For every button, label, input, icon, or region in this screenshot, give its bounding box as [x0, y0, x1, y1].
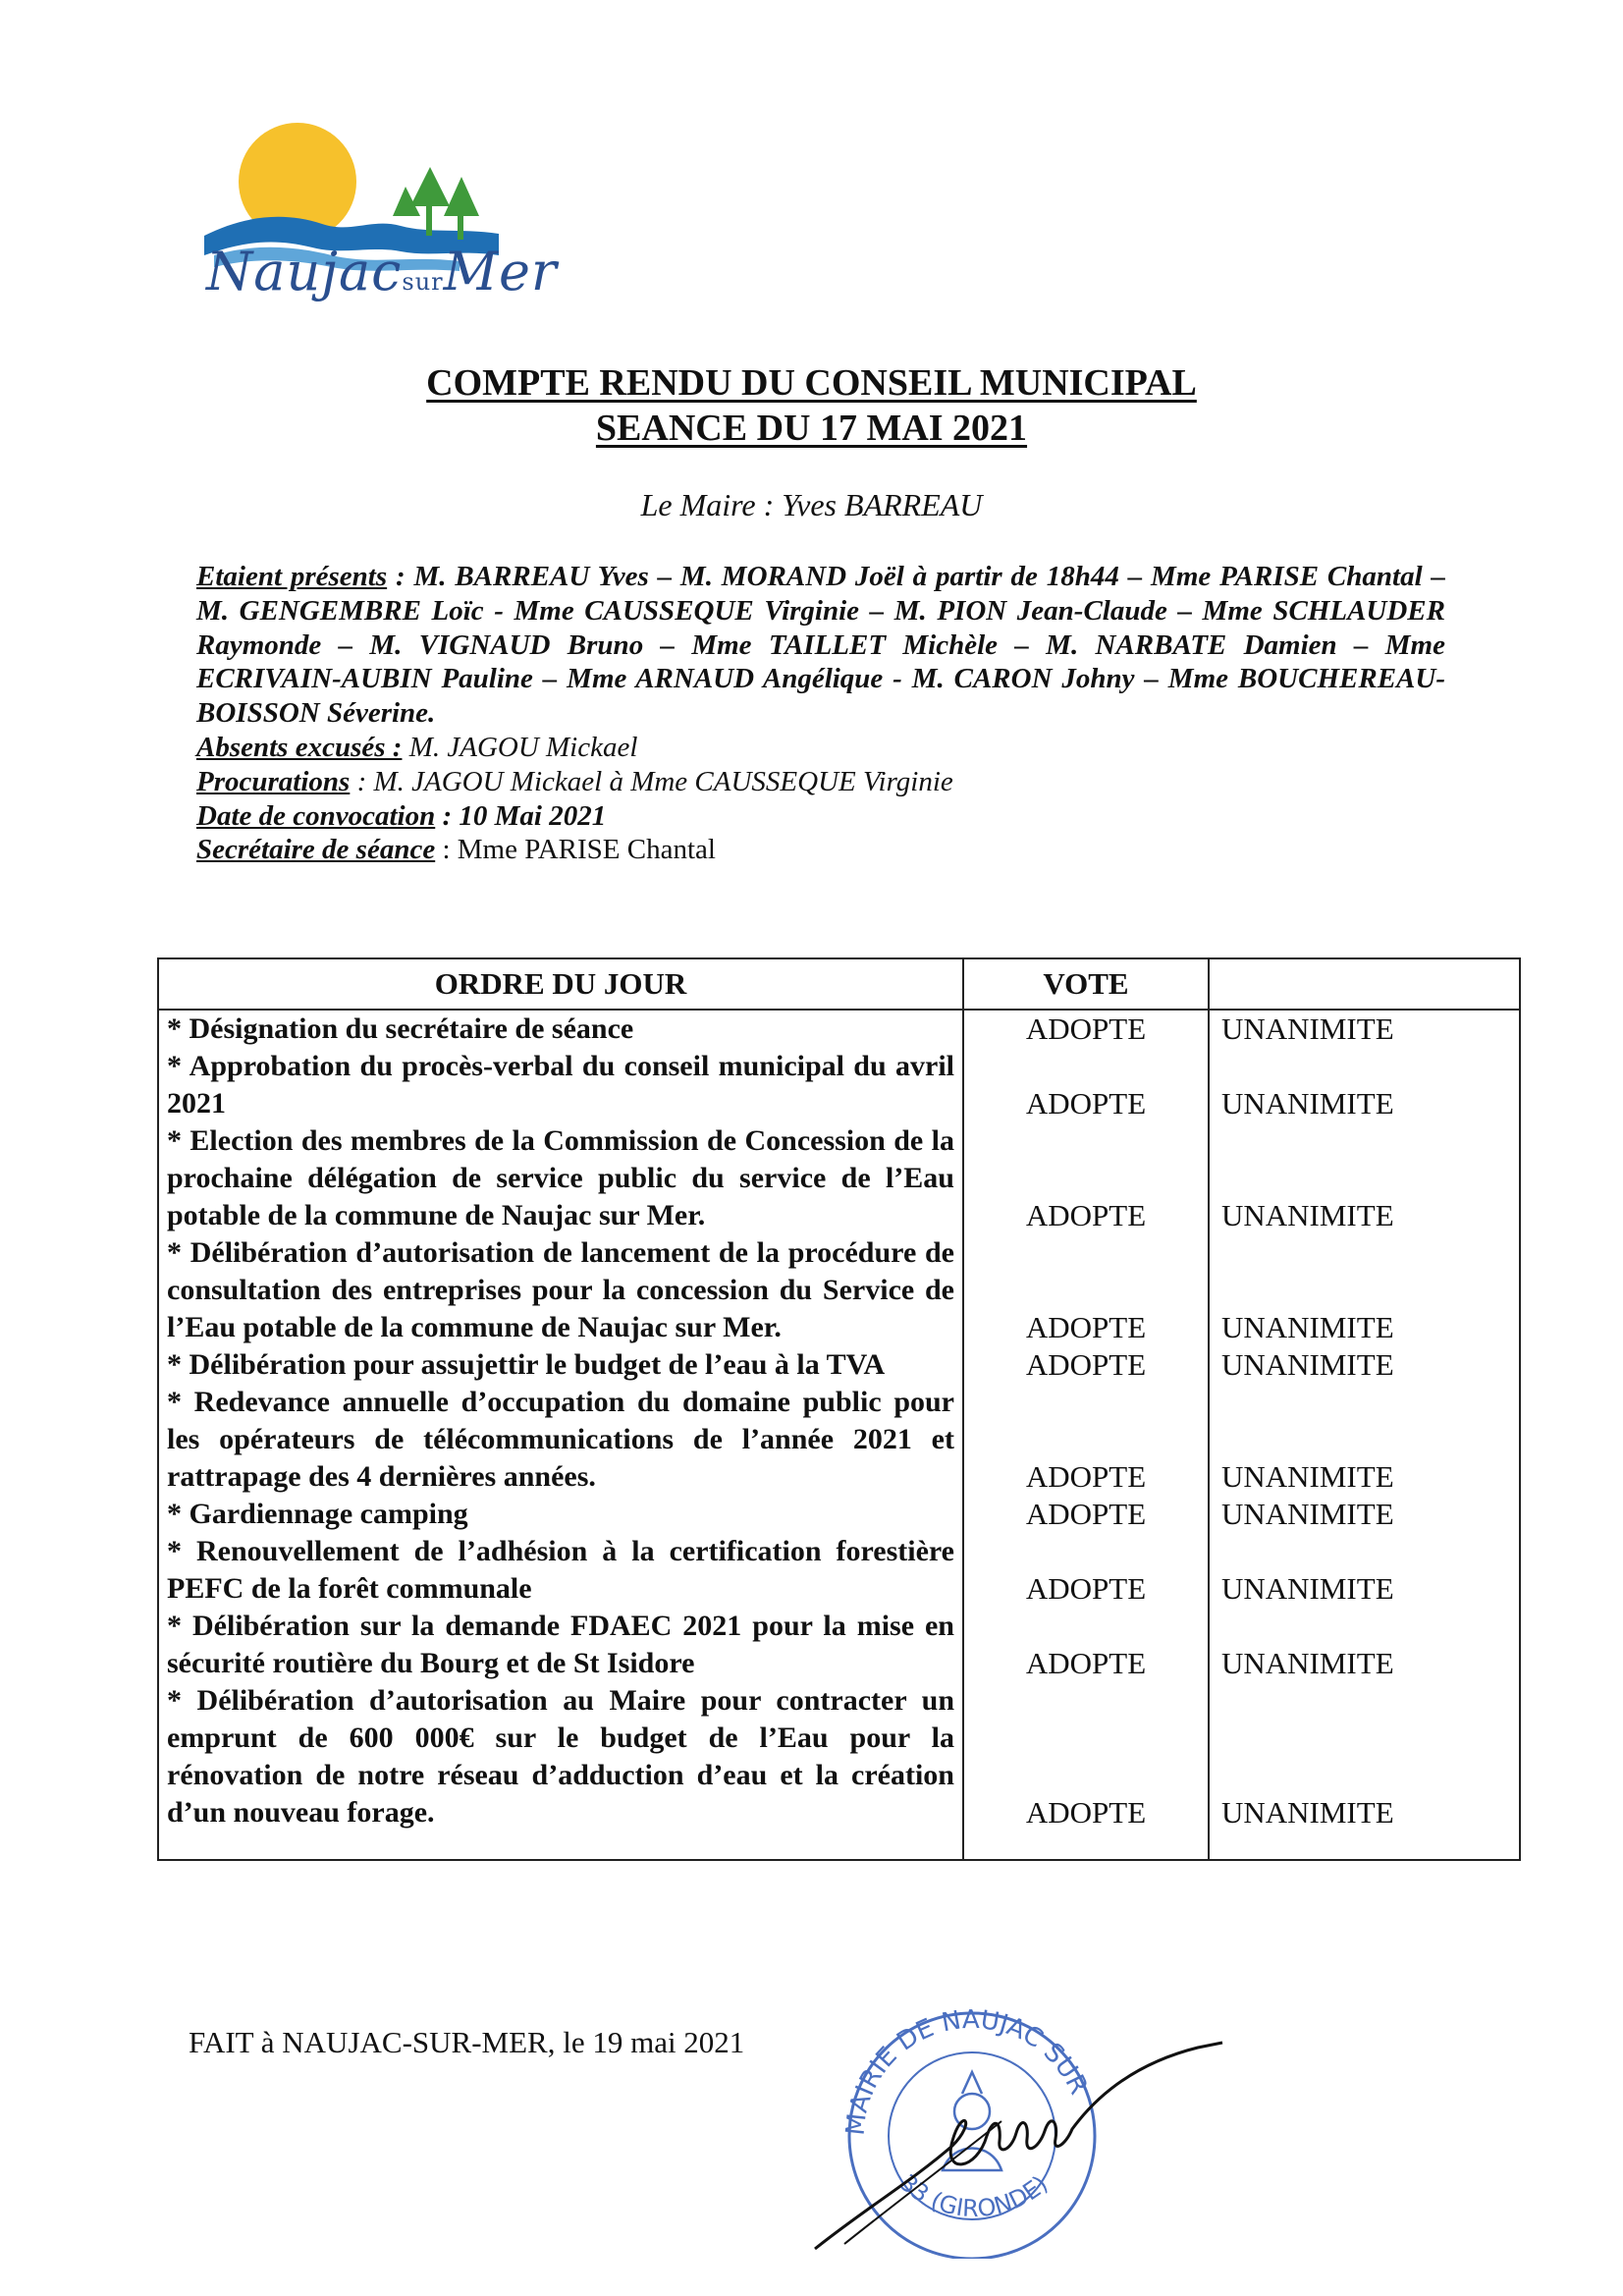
table-row — [158, 1048, 1520, 1122]
agenda-item: * Désignation du secrétaire de séance — [158, 1010, 963, 1048]
vote-cell: ADOPTE — [963, 1608, 1209, 1682]
agenda-item: * Renouvellement de l’adhésion à la certification forestière PEFC de la forêt communale — [158, 1533, 963, 1608]
table-row — [158, 1608, 1520, 1682]
vote-cell: ADOPTE — [963, 1010, 1209, 1048]
stamp-top-text: MAIRIE DE NAUJAC SUR — [840, 2004, 1094, 2137]
maire-line: Le Maire : Yves BARREAU — [640, 487, 983, 522]
header-vote: VOTE — [963, 958, 1209, 1010]
vote-cell: ADOPTE — [963, 1346, 1209, 1384]
date-label: Date de convocation — [196, 799, 436, 832]
table-row — [158, 1384, 1520, 1496]
present-text: : M. BARREAU Yves – M. MORAND Joël à partir de 18h44 – Mme PARISE Chantal – M. GENGEMBRE Loïc - Mme CAUSSEQUE Virginie – M. PION Jean-Claude – Mme SCHLAUDER Raymonde – M. VIGNAUD Bruno – Mme TAILLET Michèle – M. NARBATE Damien – Mme ECRIVAIN-AUBIN Pauline – Mme ARNAUD Angélique - M. CARON Johny – Mme BOUCHEREAU-BOISSON Séverine. — [196, 561, 1445, 730]
table-row — [158, 1682, 1520, 1860]
agenda-header-row — [158, 958, 1520, 1010]
attendance-block — [196, 560, 1445, 867]
table-row — [158, 1010, 1520, 1048]
secretaire-text: : Mme PARISE Chantal — [435, 834, 716, 866]
vote-cell: ADOPTE — [963, 1533, 1209, 1608]
absent-label: Absents excusés : — [196, 731, 403, 763]
vote-cell: ADOPTE — [963, 1496, 1209, 1533]
agenda-item: * Redevance annuelle d’occupation du domaine public pour les opérateurs de télécommunications de l’année 2021 et rattrapage des 4 dernières années. — [158, 1384, 963, 1496]
mairie-stamp-seal — [805, 1974, 1227, 2259]
procuration-text: : M. JAGOU Mickael à Mme CAUSSEQUE Virginie — [350, 765, 953, 797]
table-row — [158, 1346, 1520, 1384]
result-cell: UNANIMITE — [1209, 1048, 1520, 1122]
table-row — [158, 1234, 1520, 1346]
vote-cell: ADOPTE — [963, 1384, 1209, 1496]
agenda-item: * Election des membres de la Commission de Concession de la prochaine délégation de service public du service de l’Eau potable de la commune de Naujac sur Mer. — [158, 1122, 963, 1234]
agenda-item: * Gardiennage camping — [158, 1496, 963, 1533]
result-cell: UNANIMITE — [1209, 1384, 1520, 1496]
agenda-item: * Délibération pour assujettir le budget de l’eau à la TVA — [158, 1346, 963, 1384]
absent-line — [196, 731, 1445, 765]
vote-cell: ADOPTE — [963, 1048, 1209, 1122]
table-row — [158, 1533, 1520, 1608]
agenda-table — [157, 957, 1521, 1861]
agenda-item: * Délibération d’autorisation au Maire pour contracter un emprunt de 600 000€ sur le budget de l’Eau pour la rénovation de notre réseau d’adduction d’eau et la création d’un nouveau forage. — [158, 1682, 963, 1860]
header-ordre-du-jour: ORDRE DU JOUR — [158, 958, 963, 1010]
procuration-line — [196, 765, 1445, 799]
document-subtitle: SEANCE DU 17 MAI 2021 — [595, 408, 1028, 449]
stamp-bottom-text: 33 (GIRONDE) — [893, 2168, 1054, 2223]
agenda-item: * Délibération d’autorisation de lancement de la procédure de consultation des entreprises pour la concession du Service de l’Eau potable de la commune de Naujac sur Mer. — [158, 1234, 963, 1346]
result-cell: UNANIMITE — [1209, 1496, 1520, 1533]
secretaire-label: Secrétaire de séance — [196, 834, 436, 866]
result-cell: UNANIMITE — [1209, 1122, 1520, 1234]
header-result — [1209, 958, 1520, 1010]
vote-cell: ADOPTE — [963, 1234, 1209, 1346]
present-label: Etaient présents — [196, 561, 388, 592]
date-line — [196, 799, 1445, 834]
result-cell: UNANIMITE — [1209, 1346, 1520, 1384]
result-cell: UNANIMITE — [1209, 1608, 1520, 1682]
footer-signature-line: FAIT à NAUJAC-SUR-MER, le 19 mai 2021 — [189, 2025, 745, 2059]
vote-cell: ADOPTE — [963, 1122, 1209, 1234]
secretaire-line — [196, 833, 1445, 867]
document-title: COMPTE RENDU DU CONSEIL MUNICIPAL — [426, 362, 1197, 404]
date-text: : 10 Mai 2021 — [435, 799, 607, 832]
table-row — [158, 1496, 1520, 1533]
result-cell: UNANIMITE — [1209, 1010, 1520, 1048]
result-cell: UNANIMITE — [1209, 1234, 1520, 1346]
agenda-item: * Approbation du procès-verbal du conseil municipal du avril 2021 — [158, 1048, 963, 1122]
present-line — [196, 560, 1445, 731]
absent-text: M. JAGOU Mickael — [402, 731, 638, 763]
result-cell: UNANIMITE — [1209, 1533, 1520, 1608]
agenda-item: * Délibération sur la demande FDAEC 2021 pour la mise en sécurité routière du Bourg et de St Isidore — [158, 1608, 963, 1682]
logo-wordmark: NaujacsurMer — [206, 241, 558, 302]
procuration-label: Procurations — [196, 765, 351, 797]
result-cell: UNANIMITE — [1209, 1682, 1520, 1860]
vote-cell: ADOPTE — [963, 1682, 1209, 1860]
table-row — [158, 1122, 1520, 1234]
